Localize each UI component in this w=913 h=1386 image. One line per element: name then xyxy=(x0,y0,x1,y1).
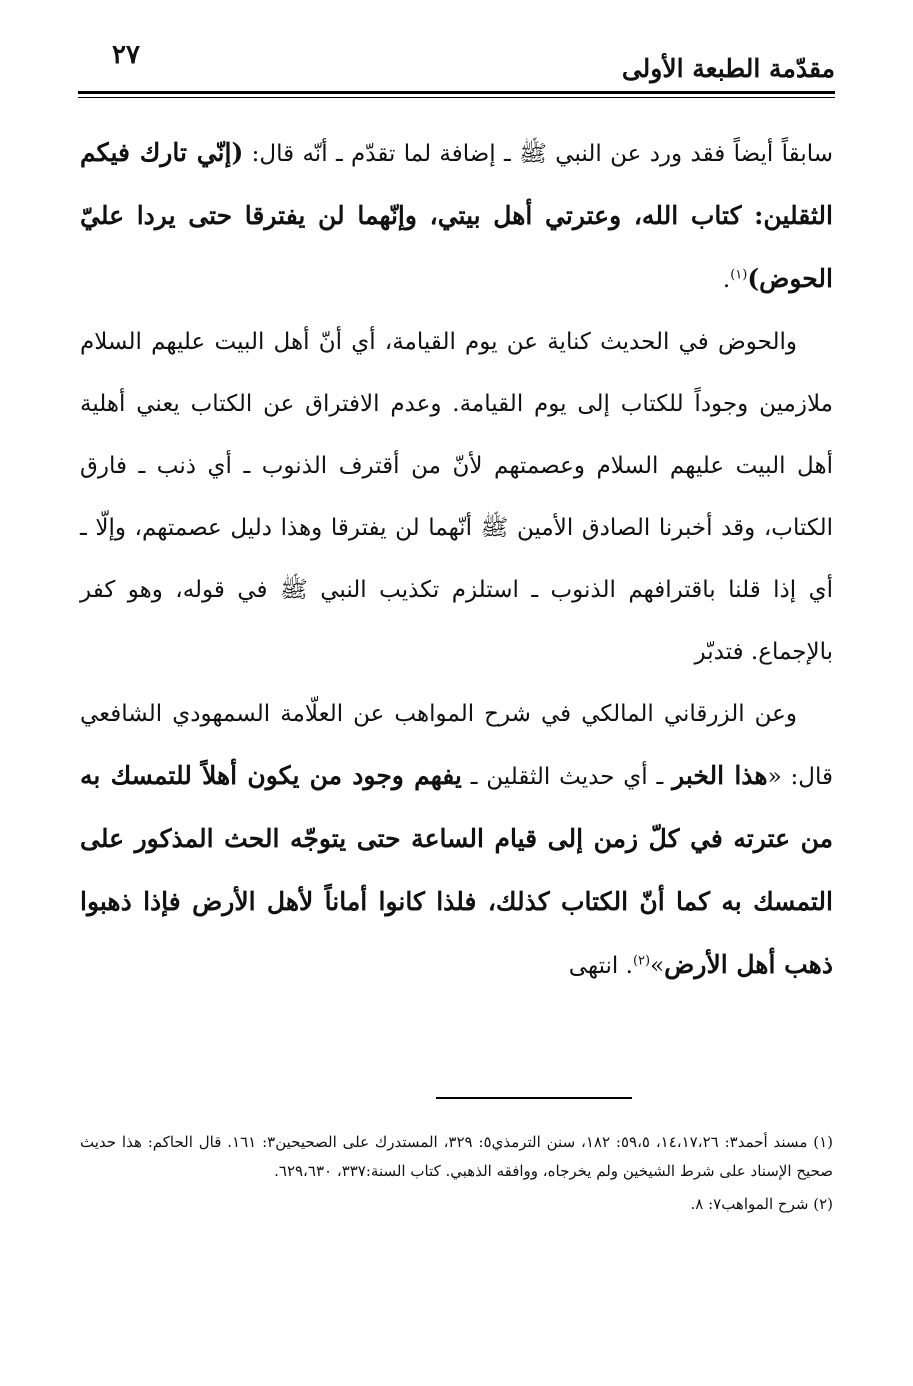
footnote-separator xyxy=(436,1097,632,1099)
paragraph-1: سابقاً أيضاً فقد ورد عن النبي ﷺ ـ إضافة لما تقدّم ـ أنّه قال: (إنّي تارك فيكم الثقلين: كتاب الله، وعترتي أهل بيتي، وإنّهما لن يفترقا حتى يردا عليّ الحوض)$^{(١)}$. xyxy=(80,138,834,293)
page-header xyxy=(80,36,835,88)
quoted-text: يفهم وجود من يكون أهلاً للتمسك به من عترته في كلّ زمن إلى قيام الساعة حتى يتوجّه الحث المذكور على التمسك به كما أنّ الكتاب كذلك، فلذا كانوا أماناً لأهل الأرض فإذا ذهبوا ذهب أهل الأرض xyxy=(80,761,833,979)
header-rule-thick xyxy=(78,91,835,94)
footnote-2: (٢) شرح المواهب٧: ٨. xyxy=(690,1195,833,1213)
header-rule-thin xyxy=(78,97,835,98)
paragraph-2: والحوض في الحديث كناية عن يوم القيامة، أي أنّ أهل البيت عليهم السلام ملازمين وجوداً للكتاب إلى يوم القيامة. وعدم الافتراق عن الكتاب يعني أهلية أهل البيت عليهم السلام وعصمتهم لأنّ من أقترف الذنوب ـ أي ذنب ـ فارق الكتاب، وقد أخبرنا الصادق الأمين ﷺ أنّهما لن يفترقا وهذا دليل عصمتهم، وإلّا ـ أي إذا قلنا باقترافهم الذنوب ـ استلزم تكذيب النبي ﷺ في قوله، وهو كفر بالإجماع. فتدبّر xyxy=(80,329,833,665)
page-number: ٢٧ xyxy=(112,40,140,70)
paragraph-3: وعن الزرقاني المالكي في شرح المواهب عن العلّامة السمهودي الشافعي قال: «هذا الخبر ـ أي حديث الثقلين ـ يفهم وجود من يكون أهلاً للتمسك به من عترته في كلّ زمن إلى قيام الساعة حتى يتوجّه الحث المذكور على التمسك به كما أنّ الكتاب كذلك، فلذا كانوا أماناً لأهل الأرض فإذا ذهبوا ذهب أهل الأرض»$^{(٢)}$. انتهى xyxy=(80,701,833,979)
hadith-quote: (إنّي تارك فيكم الثقلين: كتاب الله، وعترتي أهل بيتي، وإنّهما لن يفترقا حتى يردا عليّ الحوض) xyxy=(80,138,833,293)
running-title: مقدّمة الطبعة الأولى xyxy=(621,54,835,83)
footnote-ref-1: (١) xyxy=(730,267,748,283)
footnote-ref-2: (٢) xyxy=(632,953,651,969)
footnote-1: (١) مسند أحمد٣: ١٤،١٧،٢٦، ٥٩،٥: ١٨٢، سنن الترمذي٥: ٣٢٩، المستدرك على الصحيحين٣: ١٦١. قال الحاكم: هذا حديث صحيح الإسناد على شرط الشيخين ولم يخرجاه، ووافقه الذهبي. كتاب السنة:٣٣٧، ٦٢٩،٦٣٠. xyxy=(80,1133,833,1180)
main-text xyxy=(80,122,833,997)
footnotes xyxy=(80,1128,833,1219)
